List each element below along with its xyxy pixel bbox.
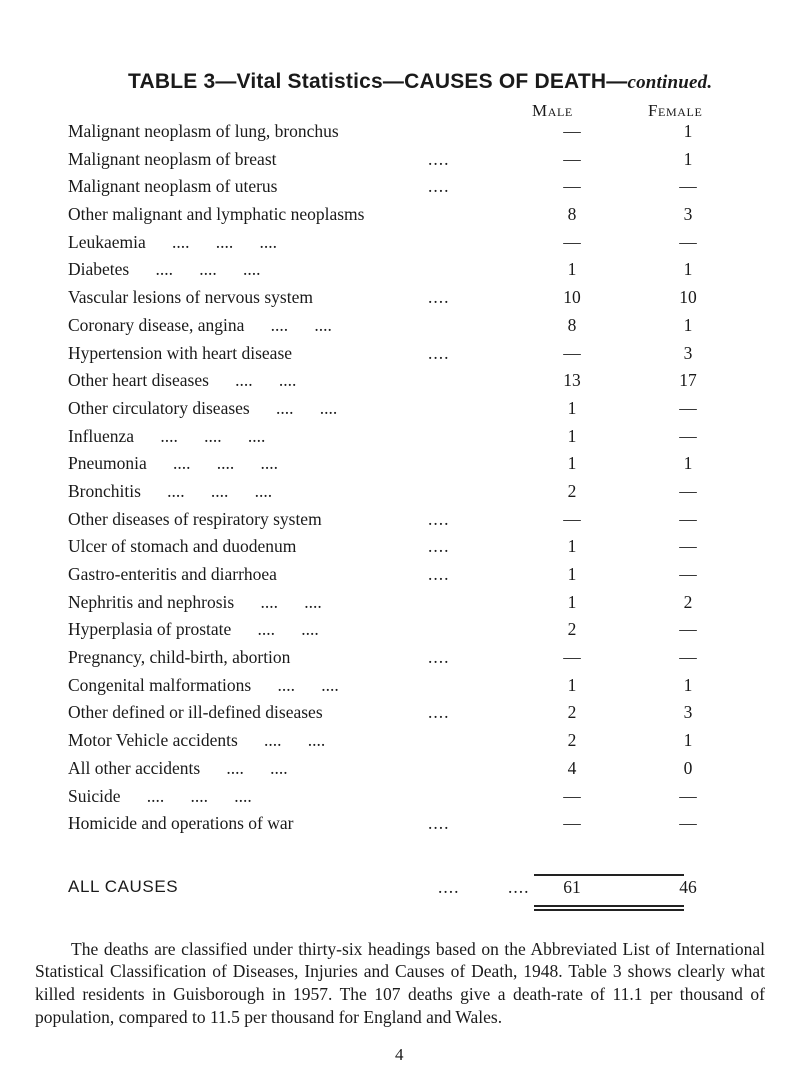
cause-label: Gastro-enteritis and diarrhoea bbox=[68, 564, 277, 584]
column-header-male: Male bbox=[532, 101, 573, 120]
cause-label: Coronary disease, angina .... .... bbox=[68, 314, 332, 335]
female-count: 1 bbox=[683, 674, 693, 695]
female-count: 1 bbox=[683, 314, 693, 335]
cause-label: Motor Vehicle accidents .... .... bbox=[68, 730, 326, 751]
male-count: 1 bbox=[567, 397, 577, 418]
table-row bbox=[68, 646, 768, 674]
female-count: — bbox=[679, 425, 697, 446]
table-row bbox=[68, 701, 768, 729]
total-row bbox=[68, 877, 768, 905]
explanatory-paragraph: The deaths are classified under thirty-six headings based on the Abbreviated List of International Statistical Classification of Diseases, Injuries and Causes of Death, 1948. Table 3 shows clearly what killed residents in Guisborough in 1957. The 107 deaths give a death-rate of 11.1 per thousand of population, compared to 11.5 per thousand for England and Wales. bbox=[35, 938, 765, 1027]
leader-dots: .... bbox=[428, 508, 450, 529]
table-row bbox=[68, 258, 768, 286]
male-count: — bbox=[563, 813, 581, 834]
female-count: 3 bbox=[683, 204, 693, 225]
total-leader-dots-2: .... bbox=[508, 877, 530, 897]
leader-dots: .... bbox=[428, 176, 450, 197]
table-title bbox=[128, 70, 788, 94]
male-count: 8 bbox=[567, 204, 577, 225]
cause-label: Hyperplasia of prostate .... .... bbox=[68, 619, 319, 640]
male-count: 1 bbox=[567, 453, 577, 474]
cause-label: Vascular lesions of nervous system bbox=[68, 287, 313, 308]
female-count: 17 bbox=[679, 370, 697, 391]
table-row bbox=[68, 618, 768, 646]
table-row bbox=[68, 203, 768, 231]
male-count: 1 bbox=[567, 674, 577, 695]
table-row bbox=[68, 148, 768, 176]
table-title-continued: continued. bbox=[627, 72, 713, 93]
column-header-female: Female bbox=[648, 101, 703, 120]
cause-label: Other heart diseases .... .... bbox=[68, 370, 297, 391]
leader-dots: .... bbox=[428, 536, 450, 557]
leader-dots: .... bbox=[428, 702, 450, 723]
male-count: 1 bbox=[567, 536, 577, 557]
page-number: 4 bbox=[395, 1045, 404, 1064]
female-count: 1 bbox=[683, 453, 693, 474]
cause-label: Other defined or ill-defined diseases bbox=[68, 702, 323, 723]
table-row bbox=[68, 369, 768, 397]
leader-dots: .... bbox=[428, 647, 450, 668]
female-count: — bbox=[679, 647, 697, 668]
cause-label: Hypertension with heart disease bbox=[68, 342, 293, 363]
female-count: 1 bbox=[683, 121, 693, 141]
table-row bbox=[68, 286, 768, 314]
leader-dots: .... bbox=[428, 287, 450, 308]
cause-label: Other diseases of respiratory system bbox=[68, 508, 322, 529]
cause-label: Other malignant and lymphatic neoplasms bbox=[68, 204, 365, 225]
table-row bbox=[68, 563, 768, 591]
total-bottom-rule bbox=[534, 905, 684, 907]
female-count: — bbox=[679, 176, 697, 197]
female-count: — bbox=[679, 397, 697, 418]
cause-label: Ulcer of stomach and duodenum bbox=[68, 536, 297, 557]
table-row bbox=[68, 674, 768, 702]
female-count: — bbox=[679, 619, 697, 640]
table-row bbox=[68, 397, 768, 425]
cause-label: Diabetes .... .... .... bbox=[68, 259, 261, 280]
male-count: — bbox=[563, 785, 581, 806]
male-count: — bbox=[563, 647, 581, 668]
cause-label: Pregnancy, child-birth, abortion bbox=[68, 647, 291, 668]
cause-label: Influenza .... .... .... bbox=[68, 425, 266, 446]
male-count: 1 bbox=[567, 591, 577, 612]
male-count: — bbox=[563, 231, 581, 252]
female-count: — bbox=[679, 508, 697, 529]
total-female: 46 bbox=[679, 877, 697, 897]
causes-table bbox=[68, 120, 768, 840]
table-row bbox=[68, 591, 768, 619]
female-count: 1 bbox=[683, 259, 693, 280]
table-row bbox=[68, 812, 768, 840]
total-bottom-rule-double bbox=[534, 909, 684, 911]
table-row bbox=[68, 508, 768, 536]
male-count: 1 bbox=[567, 259, 577, 280]
cause-label: Congenital malformations .... .... bbox=[68, 674, 339, 695]
table-row bbox=[68, 314, 768, 342]
cause-label: Pneumonia .... .... .... bbox=[68, 453, 278, 474]
male-count: 4 bbox=[567, 757, 577, 778]
female-count: 3 bbox=[683, 702, 693, 723]
female-count: 10 bbox=[679, 287, 697, 308]
female-count: 1 bbox=[683, 148, 693, 169]
cause-label: Leukaemia .... .... .... bbox=[68, 231, 277, 252]
male-count: 10 bbox=[563, 287, 581, 308]
cause-label: Homicide and operations of war bbox=[68, 813, 294, 834]
cause-label: Nephritis and nephrosis .... .... bbox=[68, 591, 322, 612]
total-male: 61 bbox=[563, 877, 581, 897]
table-row bbox=[68, 757, 768, 785]
total-top-rule bbox=[534, 874, 684, 876]
male-count: — bbox=[563, 342, 581, 363]
total-label: ALL CAUSES bbox=[68, 877, 179, 896]
table-row bbox=[68, 425, 768, 453]
male-count: — bbox=[563, 121, 581, 141]
male-count: 2 bbox=[567, 702, 577, 723]
table-row bbox=[68, 480, 768, 508]
cause-label: Suicide .... .... .... bbox=[68, 785, 252, 806]
male-count: 1 bbox=[567, 564, 577, 584]
female-count: 0 bbox=[683, 757, 693, 778]
female-count: — bbox=[679, 813, 697, 834]
male-count: — bbox=[563, 148, 581, 169]
male-count: 2 bbox=[567, 619, 577, 640]
leader-dots: .... bbox=[428, 342, 450, 363]
total-leader-dots: .... bbox=[438, 877, 460, 897]
cause-label: Malignant neoplasm of uterus bbox=[68, 176, 278, 197]
female-count: — bbox=[679, 536, 697, 557]
female-count: — bbox=[679, 480, 697, 501]
table-row bbox=[68, 120, 768, 148]
table-row bbox=[68, 342, 768, 370]
male-count: 8 bbox=[567, 314, 577, 335]
leader-dots: .... bbox=[428, 564, 450, 584]
female-count: — bbox=[679, 231, 697, 252]
table-row bbox=[68, 231, 768, 259]
female-count: — bbox=[679, 564, 697, 584]
table-row bbox=[68, 729, 768, 757]
male-count: 2 bbox=[567, 730, 577, 751]
cause-label: Other circulatory diseases .... .... bbox=[68, 397, 338, 418]
male-count: — bbox=[563, 508, 581, 529]
cause-label: Malignant neoplasm of lung, bronchus bbox=[68, 121, 339, 141]
table-row bbox=[68, 785, 768, 813]
cause-label: Malignant neoplasm of breast bbox=[68, 148, 277, 169]
female-count: 1 bbox=[683, 730, 693, 751]
leader-dots: .... bbox=[428, 148, 450, 169]
table-row bbox=[68, 175, 768, 203]
male-count: 1 bbox=[567, 425, 577, 446]
cause-label: All other accidents .... .... bbox=[68, 757, 288, 778]
female-count: 2 bbox=[683, 591, 693, 612]
male-count: 13 bbox=[563, 370, 581, 391]
male-count: 2 bbox=[567, 480, 577, 501]
table-row bbox=[68, 535, 768, 563]
female-count: — bbox=[679, 785, 697, 806]
leader-dots: .... bbox=[428, 813, 450, 834]
table-title-main: TABLE 3—Vital Statistics—CAUSES OF DEATH— bbox=[128, 70, 628, 93]
table-row bbox=[68, 452, 768, 480]
female-count: 3 bbox=[683, 342, 693, 363]
male-count: — bbox=[563, 176, 581, 197]
cause-label: Bronchitis .... .... .... bbox=[68, 480, 273, 501]
